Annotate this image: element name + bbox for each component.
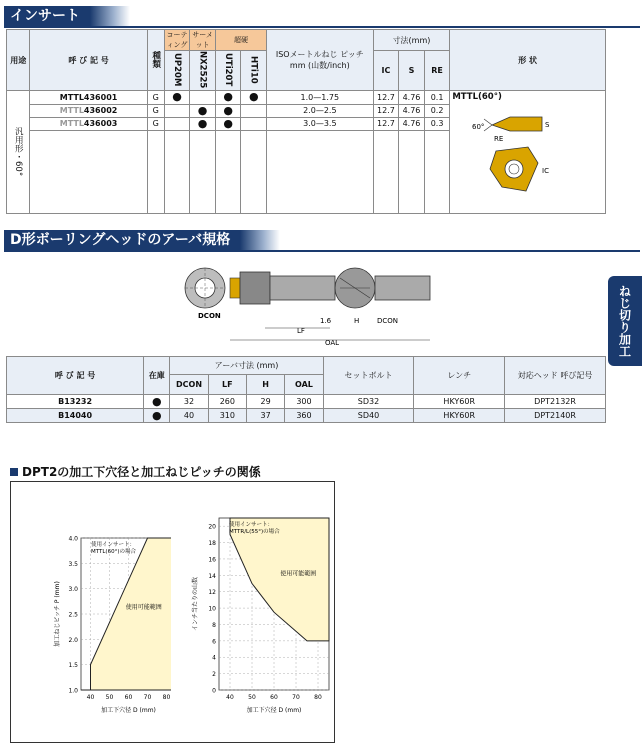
re-label: RE [494,135,504,144]
x-tick-label: 80 [314,694,322,701]
header-stock: 在庫 [144,357,170,395]
header-lf: LF [208,375,246,395]
grade-mark: ● [241,91,267,104]
grade-mark: ● [215,91,241,104]
x-tick-label: 60 [124,694,133,701]
charts-container [10,481,335,743]
grade-mark [164,104,190,117]
header-ic: IC [373,51,399,91]
insert-table [6,29,606,214]
grade-mark: ● [215,104,241,117]
region-label: 使用可能範囲 [280,570,317,578]
h-cell: 37 [246,409,284,423]
chart-pitch [11,482,171,744]
header-group-carbide: 超硬 [215,30,266,51]
arbor-table [6,356,606,423]
y-tick-label: 0 [212,687,216,695]
y-tick-label: 14 [208,572,216,580]
header-use: 用途 [7,30,30,91]
x-tick-label: 70 [143,694,152,701]
oal-cell: 300 [285,395,323,409]
grade-mark [190,91,216,104]
header-grade-nx2525: NX2525 [190,51,216,91]
grade-mark [164,117,190,130]
type-cell: G [147,117,164,130]
chart-note: MTTR/L(55°)の場合 [229,529,280,535]
section-divider [4,250,640,252]
y-tick-label: 10 [208,605,216,613]
re-cell: 0.1 [424,91,450,104]
grade-mark: ● [190,117,216,130]
section-title-decoration [240,230,280,250]
chart-note: MTTL(60°)の場合 [91,549,136,555]
stock-cell: ● [144,409,170,423]
y-tick-label: 2 [212,671,216,679]
dcon-left-label: DCON [198,312,221,320]
bullet-square [10,468,18,476]
ic-cell: 12.7 [373,91,399,104]
bolt-cell: SD32 [323,395,414,409]
side-tab-threading[interactable]: ねじ切り加工 [608,276,642,366]
header-bolt: セットボルト [323,357,414,395]
section-divider [4,26,640,28]
arbor-drawing [170,258,440,346]
section-title-arbor [4,230,280,250]
re-cell: 0.3 [424,117,450,130]
y-tick-label: 1.0 [68,687,78,695]
s-cell: 4.76 [399,91,425,104]
section-title-text: D形ボーリングヘッドのアーバ規格 [4,230,240,250]
header-pitch: ISOメートルねじ ピッチ mm (山数/inch) [267,30,374,91]
wrench-cell: HKY60R [414,409,505,423]
y-tick-label: 3.0 [68,586,78,594]
grade-mark [241,117,267,130]
x-tick-label: 70 [292,694,300,701]
header-wrench: レンチ [414,357,505,395]
angle-label: 60° [472,123,485,132]
pitch-cell: 2.0—2.5 [267,104,374,117]
header-dims: アーバ寸法 (mm) [170,357,323,375]
stock-cell: ● [144,395,170,409]
x-tick-label: 40 [226,694,234,701]
oal-cell: 360 [285,409,323,423]
header-re: RE [424,51,450,91]
s-cell: 4.76 [399,104,425,117]
grade-mark: ● [164,91,190,104]
lf-cell: 260 [208,395,246,409]
chart-tpi [171,482,336,744]
chart-note: 使用インサート： [91,542,136,548]
code-cell: B13232 [7,395,144,409]
s-cell: 4.76 [399,117,425,130]
grade-mark: ● [190,104,216,117]
dcon-right-label: DCON [377,317,399,325]
lf-cell: 310 [208,409,246,423]
bolt-cell: SD40 [323,409,414,423]
header-group-cermet: サーメット [190,30,216,51]
header-s: S [399,51,425,91]
header-oal: OAL [285,375,323,395]
x-axis-label: 加工下穴径 D (mm) [101,707,156,714]
x-tick-label: 50 [248,694,256,701]
dcon-cell: 32 [170,395,208,409]
s-label: S [545,121,550,130]
region-label: 使用可能範囲 [125,603,162,611]
table-row [7,91,606,104]
y-axis-label: インチ当たりの山数 [192,576,199,632]
table-row [7,409,606,423]
header-grade-hti10: HTi10 [241,51,267,91]
y-tick-label: 20 [208,523,216,531]
y-tick-label: 1.5 [68,662,78,670]
x-axis-label: 加工下穴径 D (mm) [246,707,302,714]
head-cell: DPT2132R [505,395,606,409]
y-tick-label: 2.0 [68,636,78,644]
y-tick-label: 6 [212,638,216,646]
y-tick-label: 12 [208,589,216,597]
y-tick-label: 4 [212,654,216,662]
code-cell: MTTL436003 [30,117,147,130]
code-cell: MTTL436001 [30,91,147,104]
wrench-cell: HKY60R [414,395,505,409]
y-tick-label: 2.5 [68,611,78,619]
header-type: 種類 [147,30,164,91]
oal-label: OAL [325,339,340,346]
pitch-cell: 1.0—1.75 [267,91,374,104]
section-title-insert [4,6,130,26]
header-group-coating: コーティング [164,30,190,51]
y-tick-label: 3.5 [68,560,78,568]
y-tick-label: 16 [208,556,216,564]
grade-mark: ● [215,117,241,130]
use-label: 汎用形・60° [7,91,30,214]
ic-label: IC [542,167,550,176]
y-tick-label: 8 [212,621,216,629]
code-cell: B14040 [7,409,144,423]
section-title-dpt2 [10,463,261,480]
header-dcon: DCON [170,375,208,395]
y-tick-label: 18 [208,540,216,548]
type-cell: G [147,104,164,117]
y-tick-label: 4.0 [68,535,78,543]
shape-label: MTTL(60°) [452,92,502,103]
header-h: H [246,375,284,395]
shape-cell [450,91,606,214]
re-cell: 0.2 [424,104,450,117]
code-cell: MTTL436002 [30,104,147,117]
y-axis-label: 加工ねじピッチ P (mm) [54,581,61,647]
table-row [7,395,606,409]
insert-shape-drawing [450,103,595,213]
header-code: 呼 び 記 号 [7,357,144,395]
x-tick-label: 80 [162,694,171,701]
x-tick-label: 60 [270,694,278,701]
header-grade-up20m: UP20M [164,51,190,91]
pitch-cell: 3.0—3.5 [267,117,374,130]
section-title-decoration [90,6,130,26]
chart-note: 使用インサート： [229,522,274,528]
type-cell: G [147,91,164,104]
lf-label: LF [297,327,305,335]
dim-1-6-label: 1.6 [320,317,332,325]
h-label: H [354,317,360,325]
head-cell: DPT2140R [505,409,606,423]
h-cell: 29 [246,395,284,409]
section-title-text: インサート [4,6,90,26]
header-code: 呼 び 記 号 [30,30,147,91]
ic-cell: 12.7 [373,104,399,117]
header-dims: 寸法(mm) [373,30,450,51]
section-title-text: DPT2の加工下穴径と加工ねじピッチの関係 [22,465,261,479]
header-head: 対応ヘッド 呼び記号 [505,357,606,395]
x-tick-label: 50 [105,694,114,701]
x-tick-label: 40 [86,694,95,701]
ic-cell: 12.7 [373,117,399,130]
header-grade-uti20t: UTi20T [215,51,241,91]
header-shape: 形 状 [450,30,606,91]
dcon-cell: 40 [170,409,208,423]
grade-mark [241,104,267,117]
